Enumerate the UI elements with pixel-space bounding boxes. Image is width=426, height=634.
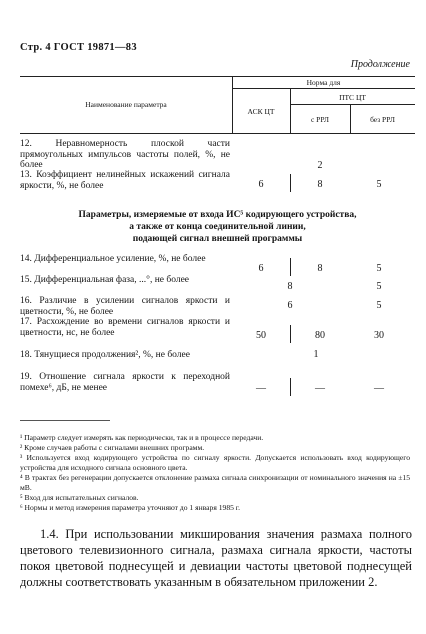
table-top-rule [20,76,415,77]
table-row-15: 15. Дифференциальная фаза, ...°, не более [20,275,189,285]
col-header-norm: Норма для [306,78,341,87]
footnote-4: ⁴ В трактах без регенерации допускается отклонение размаха сигнала синхронизации от номинального значения на ±15 мВ. [20,473,410,492]
col-header-ask: АСК ЦТ [247,107,275,116]
row-13-ask: 6 [258,179,264,190]
row-19-no-rrl: — [374,383,384,394]
row-16-no-rrl: 5 [376,300,382,311]
row-13-no-rrl: 5 [376,179,382,190]
section-heading [20,209,415,245]
section-line-3: подающей сигнал внешней программы [132,234,303,244]
footnote-1: ¹ Параметр следует измерять как периодически, так и в процессе передачи. [20,433,264,442]
row-17-no-rrl: 30 [374,330,384,341]
table-row-18: 18. Тянущиеся продолжения², %, не более [20,350,190,360]
table-row-12: 12. Неравномерность плоской части прямоугольных импульсов частоты полей, %, не более [20,139,230,171]
footnote-6: ⁶ Нормы и метод измерения параметра уточняют до 1 января 1985 г. [20,503,240,512]
table-row-14: 14. Дифференциальное усиление, %, не более [20,254,206,264]
section-line-1: Параметры, измеряемые от входа ИС⁵ кодирующего устройства, [78,210,357,220]
table-row-13: 13. Коэффициент нелинейных искажений сигнала яркости, %, не более [20,170,230,191]
row-12-rrl: 2 [317,160,323,171]
row-17-tick [290,325,291,343]
row-14-rrl: 8 [317,263,323,274]
col-header-parameter: Наименование параметра [85,100,167,109]
table-row-17: 17. Расхождение во времени сигналов яркости и цветности, нс, не более [20,317,230,338]
row-14-no-rrl: 5 [376,263,382,274]
row-15-span: 8 [287,281,293,292]
row-19-rrl: — [315,383,325,394]
page-header: Стр. 4 ГОСТ 19871—83 [20,42,137,53]
row-17-rrl: 80 [315,330,325,341]
col-header-rrl: с РРЛ [310,115,330,124]
footnote-2: ² Кроме случаев работы с сигналами внешних программ. [20,443,205,452]
row-15-no-rrl: 5 [376,281,382,292]
row-19-tick [290,378,291,396]
row-13-rrl: 8 [317,179,323,190]
row-14-ask: 6 [258,263,264,274]
footnote-3: ³ Используется вход кодирующего устройства по сигналу яркости. Допускается использовать вход кодирующего устройства для исходного сигнала основного цвета. [20,453,410,472]
clause-1-4: 1.4. При использовании микширования значения размаха полного цветового телевизионного сигнала, размаха сигнала яркости, частоты покоя цветовой поднесущей и девиации частоты цветовой поднесущей должны соответствовать указанным в обязательном приложении 2. [20,527,412,589]
norm-rule [232,88,415,89]
header-bottom-rule [20,133,415,134]
row-16-span: 6 [287,300,293,311]
row-18-span: 1 [313,349,319,360]
row-14-tick [290,258,291,276]
col-header-pts: ПТС ЦТ [339,93,366,102]
row-19-ask: — [256,383,266,394]
row-13-tick [290,174,291,192]
table-row-16: 16. Различие в усилении сигналов яркости и цветности, %, не более [20,296,230,317]
row-17-ask: 50 [256,330,266,341]
col-header-no-rrl: без РРЛ [370,115,395,124]
footnotes [20,433,410,513]
continued-label: Продолжение [350,59,410,70]
section-line-2: а также от конца соединительной линии, [129,222,306,232]
footnote-5: ⁵ Вход для испытательных сигналов. [20,493,139,502]
table-row-19: 19. Отношение сигнала яркости к переходной помехе⁶, дБ, не менее [20,372,230,393]
footnote-rule [20,420,110,421]
pts-rule [290,104,415,105]
